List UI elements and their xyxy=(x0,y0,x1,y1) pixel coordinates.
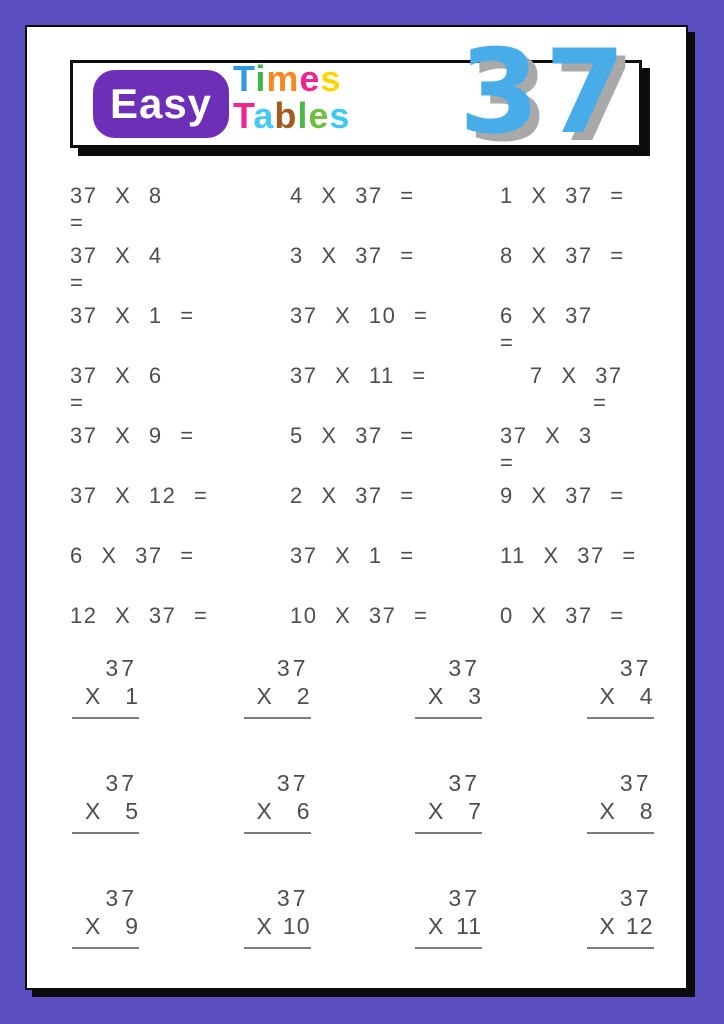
vertical-problem xyxy=(415,651,587,766)
answer-line xyxy=(244,947,311,949)
problem-equation: 1 X 37 = xyxy=(500,183,625,208)
vertical-problem xyxy=(587,651,724,766)
vertical-problem xyxy=(244,651,416,766)
vertical-multiplier-row xyxy=(415,912,482,940)
problem-cell xyxy=(70,542,290,602)
answer-line xyxy=(415,832,482,834)
vertical-multiplier: 3 xyxy=(468,683,482,709)
title-letter: a xyxy=(253,95,275,136)
multiply-sign: X xyxy=(85,798,102,824)
answer-line xyxy=(244,832,311,834)
title-letter: e xyxy=(308,95,330,136)
vertical-top-operand: 37 xyxy=(105,885,137,911)
problem-cell xyxy=(290,302,500,362)
answer-line xyxy=(415,717,482,719)
vertical-multiplier-row xyxy=(72,797,139,825)
vertical-multiplier: 5 xyxy=(125,798,139,824)
problem-cell xyxy=(70,362,290,422)
multiply-sign: X xyxy=(599,798,616,824)
problem-cell xyxy=(70,422,290,482)
vertical-problem xyxy=(415,766,587,881)
vertical-multiplier: 2 xyxy=(296,683,311,709)
vertical-multiplier-row xyxy=(587,912,654,940)
problem-equation: 37 X 11 = xyxy=(290,363,427,388)
problem-cell xyxy=(500,422,670,482)
vertical-problem xyxy=(72,766,244,881)
vertical-problems-grid xyxy=(72,651,724,996)
problem-equation: 10 X 37 = xyxy=(290,603,429,628)
answer-line xyxy=(415,947,482,949)
problem-cell xyxy=(290,362,500,422)
vertical-top-operand: 37 xyxy=(619,885,652,911)
problem-equals-wrap: = xyxy=(70,210,85,235)
vertical-multiplier: 11 xyxy=(456,913,482,939)
vertical-multiplier: 7 xyxy=(468,798,482,824)
multiply-sign: X xyxy=(256,913,273,939)
problem-equation: 12 X 37 = xyxy=(70,603,209,628)
title-letter: s xyxy=(320,58,342,99)
problem-cell xyxy=(500,182,670,242)
answer-line xyxy=(587,947,654,949)
vertical-top-operand: 37 xyxy=(276,655,309,681)
multiply-sign: X xyxy=(428,798,445,824)
vertical-top-operand: 37 xyxy=(105,770,137,796)
problem-cell xyxy=(290,482,500,542)
title-letter: b xyxy=(274,95,298,136)
problem-cell xyxy=(70,242,290,302)
problem-equation: 7 X 37 xyxy=(530,363,623,388)
problem-cell xyxy=(70,482,290,542)
vertical-top-operand: 37 xyxy=(105,655,137,681)
vertical-multiplier-row xyxy=(244,797,311,825)
multiply-sign: X xyxy=(256,798,273,824)
vertical-problem xyxy=(72,881,244,996)
title-letter: T xyxy=(233,95,254,136)
vertical-problem xyxy=(244,881,416,996)
answer-line xyxy=(587,717,654,719)
problem-equation: 37 X 12 = xyxy=(70,483,209,508)
problem-equation: 37 X 1 = xyxy=(290,543,415,568)
vertical-problem xyxy=(587,881,724,996)
problem-equation: 37 X 8 xyxy=(70,183,163,208)
problem-equation: 37 X 1 = xyxy=(70,303,195,328)
vertical-problem xyxy=(587,766,724,881)
vertical-multiplier-row xyxy=(244,682,311,710)
title-letter: l xyxy=(297,95,309,136)
problem-cell xyxy=(70,182,290,242)
vertical-top-operand: 37 xyxy=(448,770,480,796)
multiply-sign: X xyxy=(599,913,616,939)
vertical-multiplier: 10 xyxy=(282,913,311,939)
times-tables-title xyxy=(233,60,350,134)
problem-equation: 8 X 37 = xyxy=(500,243,625,268)
problem-equation: 9 X 37 = xyxy=(500,483,625,508)
vertical-top-operand: 37 xyxy=(448,655,480,681)
title-letter: s xyxy=(329,95,351,136)
vertical-problem xyxy=(72,651,244,766)
problem-equals-wrap: = xyxy=(500,330,515,355)
problem-equation: 6 X 37 = xyxy=(70,543,195,568)
problems-grid xyxy=(70,182,670,662)
vertical-multiplier: 8 xyxy=(639,798,654,824)
vertical-top-operand: 37 xyxy=(619,655,652,681)
problem-cell xyxy=(70,302,290,362)
problem-equation: 5 X 37 = xyxy=(290,423,415,448)
vertical-multiplier: 4 xyxy=(639,683,654,709)
vertical-multiplier: 6 xyxy=(296,798,311,824)
vertical-multiplier: 12 xyxy=(625,913,654,939)
vertical-multiplier-row xyxy=(72,682,139,710)
multiply-sign: X xyxy=(428,683,445,709)
problem-cell xyxy=(500,362,670,422)
problem-cell xyxy=(500,482,670,542)
vertical-multiplier-row xyxy=(587,682,654,710)
title-line-times xyxy=(233,60,350,97)
problem-cell xyxy=(290,242,500,302)
multiply-sign: X xyxy=(85,913,102,939)
vertical-top-operand: 37 xyxy=(276,770,309,796)
vertical-multiplier: 1 xyxy=(125,683,139,709)
vertical-multiplier-row xyxy=(587,797,654,825)
multiply-sign: X xyxy=(599,683,616,709)
title-letter: T xyxy=(233,58,256,99)
problem-cell xyxy=(500,302,670,362)
problem-equation: 37 X 4 xyxy=(70,243,163,268)
vertical-multiplier-row xyxy=(244,912,311,940)
problem-equation: 0 X 37 = xyxy=(500,603,625,628)
problem-equals-wrap: = xyxy=(70,270,85,295)
easy-badge: Easy xyxy=(93,70,229,138)
multiply-sign: X xyxy=(256,683,273,709)
problem-cell xyxy=(290,182,500,242)
problem-equation: 11 X 37 = xyxy=(500,543,637,568)
answer-line xyxy=(244,717,311,719)
big-number-37: 37 xyxy=(459,25,631,160)
problem-cell xyxy=(290,542,500,602)
title-letter: m xyxy=(266,58,300,99)
problem-equation: 37 X 10 = xyxy=(290,303,429,328)
problem-cell xyxy=(500,242,670,302)
title-letter: e xyxy=(299,58,321,99)
problem-equation: 6 X 37 xyxy=(500,303,593,328)
vertical-multiplier-row xyxy=(72,912,139,940)
problem-equation: 37 X 3 xyxy=(500,423,593,448)
multiply-sign: X xyxy=(428,913,445,939)
problem-equation: 37 X 9 = xyxy=(70,423,195,448)
problem-cell xyxy=(290,422,500,482)
problem-equation: 3 X 37 = xyxy=(290,243,415,268)
problem-cell xyxy=(500,542,670,602)
answer-line xyxy=(587,832,654,834)
vertical-problem xyxy=(415,881,587,996)
vertical-multiplier: 9 xyxy=(125,913,139,939)
title-letter: i xyxy=(255,58,267,99)
vertical-multiplier-row xyxy=(415,797,482,825)
problem-equation: 2 X 37 = xyxy=(290,483,415,508)
vertical-multiplier-row xyxy=(415,682,482,710)
problem-equals-wrap: = xyxy=(70,390,85,415)
problem-equals-wrap: = xyxy=(593,390,608,415)
answer-line xyxy=(72,947,139,949)
vertical-top-operand: 37 xyxy=(619,770,652,796)
answer-line xyxy=(72,717,139,719)
problem-equation: 37 X 6 xyxy=(70,363,163,388)
problem-equals-wrap: = xyxy=(500,450,515,475)
title-line-tables xyxy=(233,97,350,134)
answer-line xyxy=(72,832,139,834)
problem-equation: 4 X 37 = xyxy=(290,183,415,208)
worksheet-page xyxy=(25,25,688,990)
vertical-top-operand: 37 xyxy=(276,885,309,911)
multiply-sign: X xyxy=(85,683,102,709)
vertical-problem xyxy=(244,766,416,881)
vertical-top-operand: 37 xyxy=(448,885,480,911)
